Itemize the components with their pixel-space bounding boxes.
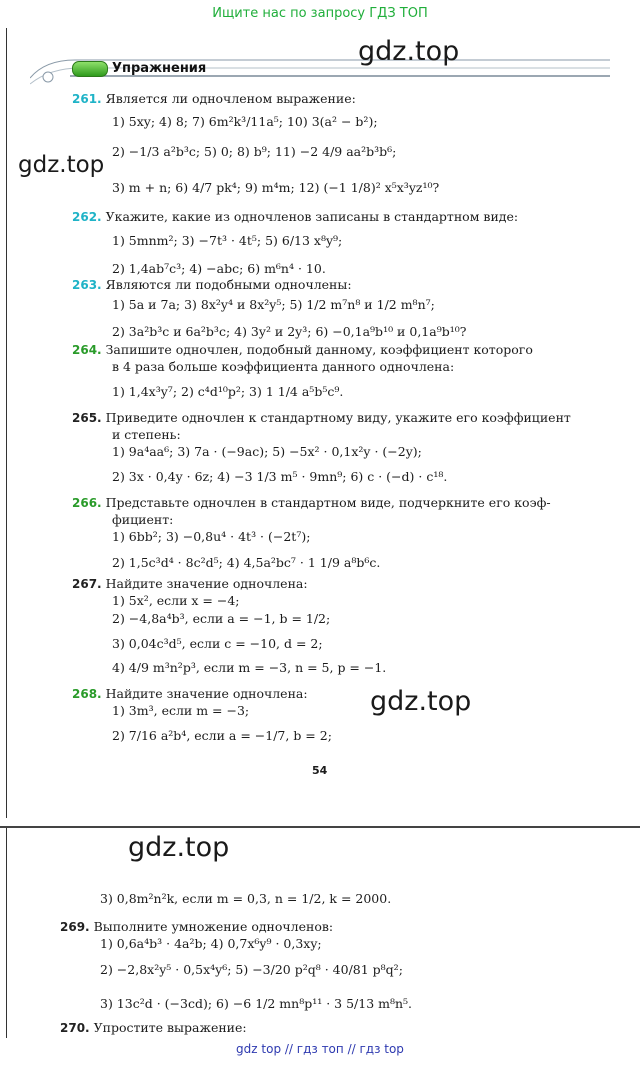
exercise-line: 268. Найдите значение одночлена: — [72, 686, 308, 701]
exercise-line: 1) 5x², если x = −4; — [112, 593, 240, 608]
exercise-line: 1) 3m³, если m = −3; — [112, 703, 250, 718]
exercise-line: 1) 5xy; 4) 8; 7) 6m²k³/11a⁵; 10) 3(a² − b²); — [112, 114, 378, 129]
page-left-rule — [6, 828, 7, 1038]
exercise-line: 3) 0,04c³d⁵, если c = −10, d = 2; — [112, 636, 323, 651]
exercise-line: и степень: — [112, 427, 181, 442]
top-banner[interactable]: Ищите нас по запросу ГДЗ ТОП — [212, 6, 428, 21]
exercise-line: 2) 1,4ab⁷c³; 4) −abc; 6) m⁶n⁴ · 10. — [112, 261, 326, 276]
page-left-rule — [6, 28, 7, 818]
exercise-line: 267. Найдите значение одночлена: — [72, 576, 308, 591]
exercise-line: 2) 1,5c³d⁴ · 8c²d⁵; 4) 4,5a²bc⁷ · 1 1/9 a⁸b⁶c. — [112, 555, 381, 570]
exercise-line: фициент: — [112, 512, 174, 527]
page-number: 54 — [312, 764, 328, 777]
watermark: gdz.top — [128, 832, 230, 863]
exercise-line: 261. Является ли одночленом выражение: — [72, 91, 356, 106]
exercise-line: 269. Выполните умножение одночленов: — [60, 919, 334, 934]
exercise-line: в 4 раза больше коэффициента данного одночлена: — [112, 359, 455, 374]
exercise-line: 270. Упростите выражение: — [60, 1020, 247, 1035]
exercise-line: 1) 5mnm²; 3) −7t³ · 4t⁵; 5) 6/13 x⁸y⁹; — [112, 233, 343, 248]
exercise-line: 4) 4/9 m³n²p³, если m = −3, n = 5, p = −1. — [112, 660, 387, 675]
page-separator — [0, 826, 640, 828]
section-pill-icon — [72, 61, 108, 77]
exercise-line: 3) 13c²d · (−3cd); 6) −6 1/2 mn⁸p¹¹ · 3 5/13 m⁸n⁵. — [100, 996, 413, 1011]
watermark: gdz.top — [370, 686, 472, 717]
exercise-line: 2) 3a²b³c и 6a²b³c; 4) 3y² и 2y³; 6) −0,1a⁹b¹⁰ и 0,1a⁹b¹⁰? — [112, 324, 467, 339]
exercise-line: 2) −2,8x²y⁵ · 0,5x⁴y⁶; 5) −3/20 p²q⁸ · 40/81 p⁸q²; — [100, 962, 403, 977]
exercise-line: 2) −4,8a⁴b³, если a = −1, b = 1/2; — [112, 611, 331, 626]
exercise-line: 266. Представьте одночлен в стандартном виде, подчеркните его коэф- — [72, 495, 551, 510]
exercise-line: 1) 9a⁴aa⁶; 3) 7a · (−9ac); 5) −5x² · 0,1x²y · (−2y); — [112, 444, 422, 459]
exercise-line: 1) 1,4x³y⁷; 2) c⁴d¹⁰p²; 3) 1 1/4 a⁵b⁵c⁹. — [112, 384, 344, 399]
exercise-line: 2) 3x · 0,4y · 6z; 4) −3 1/3 m⁵ · 9mn⁹; 6) c · (−d) · c¹⁸. — [112, 469, 448, 484]
exercise-line: 262. Укажите, какие из одночленов записаны в стандартном виде: — [72, 209, 519, 224]
exercise-line: 3) 0,8m²n²k, если m = 0,3, n = 1/2, k = 2000. — [100, 891, 392, 906]
section-title: Упражнения — [112, 61, 207, 76]
exercise-line: 2) −1/3 a²b³c; 5) 0; 8) b⁹; 11) −2 4/9 aa²b³b⁶; — [112, 144, 397, 159]
exercise-line: 263. Являются ли подобными одночлены: — [72, 277, 352, 292]
exercise-line: 1) 0,6a⁴b³ · 4a²b; 4) 0,7x⁶y⁹ · 0,3xy; — [100, 936, 322, 951]
exercise-line: 265. Приведите одночлен к стандартному виду, укажите его коэффициент — [72, 410, 571, 425]
exercise-line: 264. Запишите одночлен, подобный данному, коэффициент которого — [72, 342, 533, 357]
exercise-line: 1) 5a и 7a; 3) 8x²y⁴ и 8x²y⁵; 5) 1/2 m⁷n⁸ и 1/2 m⁸n⁷; — [112, 297, 435, 312]
watermark: gdz.top — [358, 36, 460, 67]
exercise-line: 2) 7/16 a²b⁴, если a = −1/7, b = 2; — [112, 728, 332, 743]
exercise-line: 1) 6bb²; 3) −0,8u⁴ · 4t³ · (−2t⁷); — [112, 529, 311, 544]
exercise-line: 3) m + n; 6) 4/7 pk⁴; 9) m⁴m; 12) (−1 1/8)² x⁵x³yz¹⁰? — [112, 180, 440, 195]
bottom-banner[interactable]: gdz top // гдз топ // гдз top — [236, 1042, 404, 1056]
watermark: gdz.top — [18, 152, 105, 178]
